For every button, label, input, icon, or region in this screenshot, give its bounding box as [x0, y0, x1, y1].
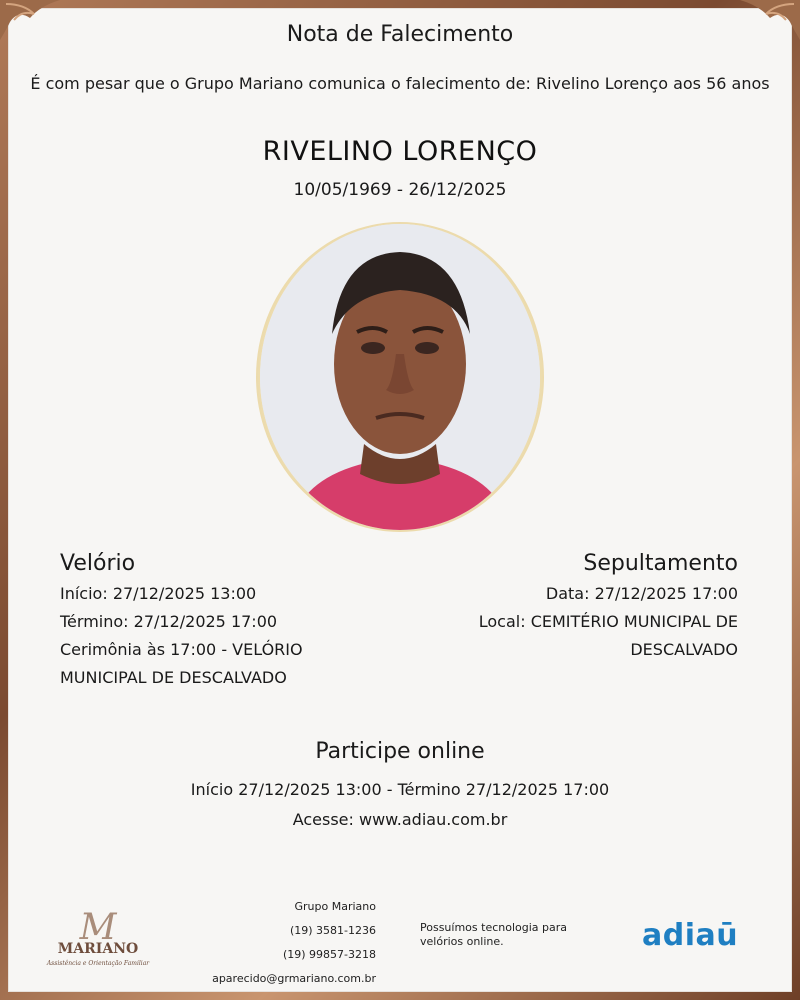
intro-text: É com pesar que o Grupo Mariano comunica o falecimento de: Rivelino Lorenço aos 56 anos	[30, 74, 770, 93]
online-heading: Participe online	[315, 739, 485, 764]
person-portrait-icon	[260, 224, 540, 530]
deceased-name: RIVELINO LORENÇO	[262, 136, 538, 167]
svg-text:M: M	[79, 907, 117, 948]
sepultamento-heading: Sepultamento	[583, 551, 738, 576]
tech-note: Possuímos tecnologia para velórios online.	[420, 921, 568, 948]
life-dates: 10/05/1969 - 26/12/2025	[293, 180, 507, 200]
velorio-end: Término: 27/12/2025 17:00	[60, 612, 278, 631]
adiau-logo-icon	[642, 918, 738, 953]
velorio-section	[60, 548, 380, 692]
sepultamento-section	[418, 548, 738, 664]
company-name: Grupo Mariano	[294, 900, 376, 913]
online-section	[0, 736, 800, 834]
mariano-logo-icon	[46, 905, 156, 971]
phone-2[interactable]: (19) 99857-3218	[282, 948, 376, 961]
online-access-link[interactable]: Acesse: www.adiau.com.br	[292, 810, 508, 829]
sepultamento-location: Local: CEMITÉRIO MUNICIPAL DE DESCALVADO	[478, 612, 738, 659]
mariano-logo-text: MARIANO	[57, 941, 139, 957]
mariano-logo-tagline: Assistência e Orientação Familiar	[46, 960, 150, 967]
page-title: Nota de Falecimento	[286, 22, 514, 47]
velorio-start: Início: 27/12/2025 13:00	[60, 584, 257, 603]
velorio-heading: Velório	[60, 551, 136, 576]
online-period: Início 27/12/2025 13:00 - Término 27/12/2025 17:00	[190, 780, 610, 799]
email-address[interactable]: aparecido@grmariano.com.br	[212, 972, 376, 985]
contact-info	[190, 895, 376, 991]
portrait-photo	[260, 224, 540, 530]
adiau-logo-text: adiaū	[642, 918, 739, 953]
sepultamento-date: Data: 27/12/2025 17:00	[545, 584, 738, 603]
phone-1[interactable]: (19) 3581-1236	[289, 924, 376, 937]
velorio-ceremony: Cerimônia às 17:00 - VELÓRIO MUNICIPAL DE DESCALVADO	[60, 640, 303, 687]
